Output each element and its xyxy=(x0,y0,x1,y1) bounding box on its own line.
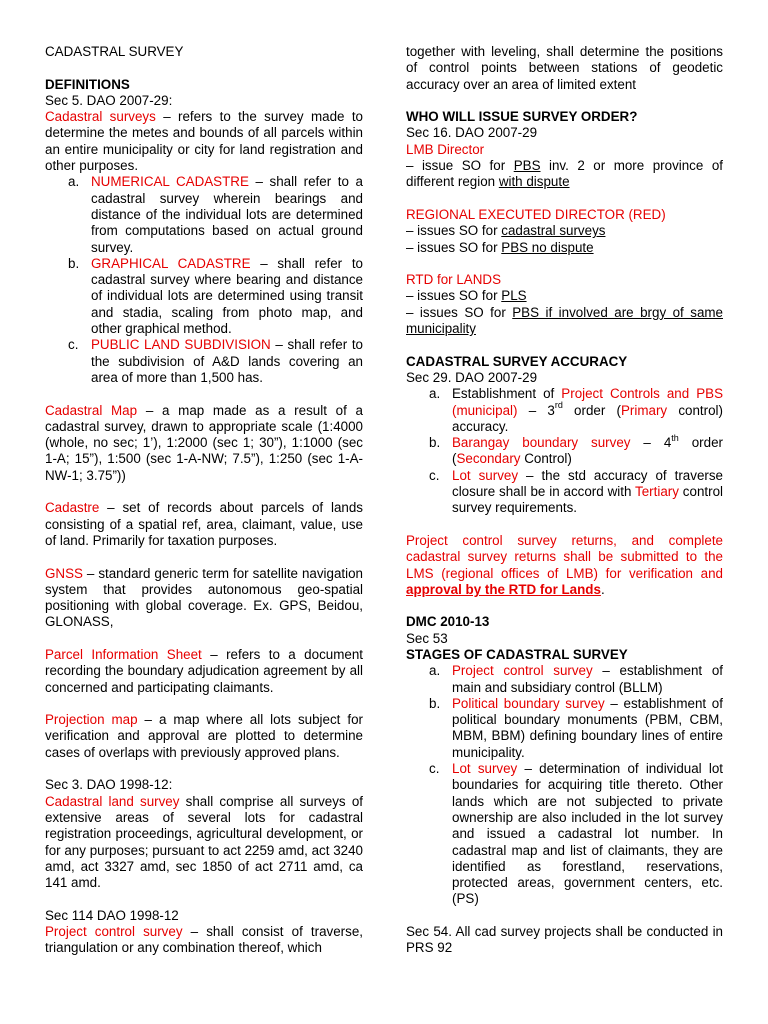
cadastre-def xyxy=(45,500,363,549)
text: – issues SO for xyxy=(406,288,502,304)
lmb-director-title: LMB Director xyxy=(406,141,485,157)
definition-text: – a map where all lots subject for verification and approval are plotted to determine cases of overlaps with previously approved plans. xyxy=(45,712,363,760)
term: GRAPHICAL CADASTRE xyxy=(91,255,251,271)
term: Political boundary survey xyxy=(452,695,605,711)
emphasized-text: approval by the RTD for Lands xyxy=(406,581,601,597)
term: NUMERICAL CADASTRE xyxy=(91,174,249,190)
list-marker: c. xyxy=(429,467,440,483)
definition-text: – shall refer to the subdivision of A&D lands covering an area of more than 1,500 has. xyxy=(91,337,363,385)
cadastral-map-def xyxy=(45,403,363,484)
term: Project control survey xyxy=(452,663,593,679)
ordinal-suffix: th xyxy=(671,432,679,443)
list-marker: b. xyxy=(68,255,80,271)
right-column xyxy=(406,44,723,957)
definition-text: – a map made as a result of a cadastral survey, drawn to appropriate scale (1:4000 (whole, no sec; 1’), 1:2000 (sec 1; 30”), 1:1000 (sec 1-A; 15”), 1:500 (sec 1-A-NW; 7.5”), 1:250 (sec 1-A-NW-1; 3.75”)) xyxy=(45,402,363,483)
text: – 4 xyxy=(630,435,672,451)
red-line-1 xyxy=(406,223,723,239)
term: Lot survey xyxy=(452,761,518,777)
list-item xyxy=(68,255,363,337)
rtd-line-2 xyxy=(406,305,723,338)
list-marker: c. xyxy=(429,761,440,777)
text: – the std accuracy of traverse closure shall be in accord with xyxy=(452,467,723,500)
returns-note xyxy=(406,533,723,598)
list-marker: b. xyxy=(429,435,441,451)
lmb-director-line xyxy=(406,158,723,191)
definitions-sec: Sec 5. DAO 2007-29: xyxy=(45,92,173,108)
rtd-title: RTD for LANDS xyxy=(406,272,501,288)
sec54-text: Sec 54. All cad survey projects shall be conducted in PRS 92 xyxy=(406,924,723,956)
text: order ( xyxy=(562,402,621,418)
list-item xyxy=(429,695,723,761)
term: Project Controls and PBS (municipal) xyxy=(452,386,723,418)
term: Project control survey xyxy=(45,924,183,940)
survey-order-heading: WHO WILL ISSUE SURVEY ORDER? xyxy=(406,109,638,125)
list-item xyxy=(429,761,723,908)
list-marker: a. xyxy=(68,174,80,190)
text: order ( xyxy=(452,435,723,467)
cadastre-types-list xyxy=(45,174,363,386)
term: Cadastral surveys xyxy=(45,109,156,125)
text: – issues SO for xyxy=(406,223,502,239)
stages-list xyxy=(406,663,723,907)
red-line-2 xyxy=(406,240,723,256)
term: Lot survey xyxy=(452,467,519,483)
list-marker: c. xyxy=(68,337,79,353)
underlined-text: cadastral surveys xyxy=(501,223,606,239)
accuracy-list xyxy=(406,386,723,516)
cadastral-land-survey-def xyxy=(45,794,363,892)
sec53-heading: Sec 53 xyxy=(406,630,448,646)
text: control) accuracy. xyxy=(452,402,723,434)
underlined-text: PBS if involved are brgy of same municipality xyxy=(406,304,723,337)
text: Project control survey returns, and complete cadastral survey returns shall be submitted to the LMS (regional offices of LMB) for verification and xyxy=(406,532,723,581)
text: – issues SO for xyxy=(406,239,502,255)
term: Projection map xyxy=(45,712,138,728)
sec16-heading: Sec 16. DAO 2007-29 xyxy=(406,125,538,141)
list-item xyxy=(429,386,723,435)
term: Cadastre xyxy=(45,500,100,516)
list-item xyxy=(429,663,723,696)
definition-text: – refers to the survey made to determine the metes and bounds of all parcels within an entire municipality or city for land registration and other purposes. xyxy=(45,109,363,174)
stages-heading: STAGES OF CADASTRAL SURVEY xyxy=(406,646,628,662)
text: inv. 2 or more province of different region xyxy=(406,158,723,190)
underlined-text: PBS xyxy=(513,158,541,174)
sec29-heading: Sec 29. DAO 2007-29 xyxy=(406,369,538,385)
term: PUBLIC LAND SUBDIVISION xyxy=(91,337,271,353)
continuation-text: together with leveling, shall determine the positions of control points between stations of geodetic accuracy over an area of limited extent xyxy=(406,44,723,92)
list-item xyxy=(429,467,724,517)
definition-text: shall comprise all surveys of extensive areas of several lots for cadastral registration proceedings, agricultural development, or for any purposes; pursuant to act 2259 amd, act 3240 amd, act 3327 amd, sec 1850 of act 2711 amd, ca 141 amd. xyxy=(45,793,363,891)
cadastral-surveys-def xyxy=(45,109,363,174)
projection-map-def xyxy=(45,712,363,761)
red-title: REGIONAL EXECUTED DIRECTOR (RED) xyxy=(406,206,666,222)
definition-text: – shall refer to cadastral survey where bearing and distance of individual lots are determined using transit and stadia, scaling from photo map, and other graphical method. xyxy=(91,255,363,337)
sec114-heading: Sec 114 DAO 1998-12 xyxy=(45,907,179,923)
definition-text: – establishment of political boundary monuments (PBM, CBM, MBM, BBM) defining boundary lines of entire municipality. xyxy=(452,695,723,760)
underlined-text: PLS xyxy=(501,288,527,304)
definition-text: – shall consist of traverse, triangulation or any combination thereof, which xyxy=(45,924,363,956)
text: . xyxy=(600,581,605,597)
term: GNSS xyxy=(45,565,83,581)
list-marker: a. xyxy=(429,386,441,402)
definition-text: – shall refer to a cadastral survey wherein bearings and distance of the individual lots are determined from computations based on actual ground survey. xyxy=(91,174,363,255)
gnss-def xyxy=(45,566,363,631)
left-column xyxy=(45,44,363,957)
term: Parcel Information Sheet xyxy=(45,646,202,662)
text: – issues SO for xyxy=(406,304,513,320)
sec3-heading: Sec 3. DAO 1998-12: xyxy=(45,777,173,793)
term: Barangay boundary survey xyxy=(452,435,631,451)
definitions-heading: DEFINITIONS xyxy=(45,76,130,92)
definition-text: – standard generic term for satellite navigation system that provides autonomous geo-spatial positioning with global coverage. Ex. GPS, Beidou, GLONASS, xyxy=(45,565,363,630)
list-marker: a. xyxy=(429,663,441,679)
parcel-info-def xyxy=(45,647,363,696)
term: Cadastral land survey xyxy=(45,793,180,809)
dmc-heading: DMC 2010-13 xyxy=(406,614,490,630)
term: Tertiary xyxy=(635,484,679,500)
page-title: CADASTRAL SURVEY xyxy=(45,44,184,59)
list-item xyxy=(429,432,723,468)
definition-text: – refers to a document recording the boundary adjudication agreement by all concerned and participating claimants. xyxy=(45,646,363,695)
text: control survey requirements. xyxy=(452,484,724,516)
definition-text: – establishment of main and subsidiary control (BLLM) xyxy=(452,663,723,695)
text: – 3 xyxy=(517,402,555,418)
text: Control) xyxy=(520,451,572,467)
text: – issue SO for xyxy=(406,158,514,174)
underlined-text: with dispute xyxy=(498,174,570,190)
list-marker: b. xyxy=(429,695,441,711)
list-item xyxy=(68,174,363,255)
project-control-def xyxy=(45,924,363,957)
underlined-text: PBS no dispute xyxy=(501,239,594,255)
definition-text: – set of records about parcels of lands consisting of a spatial ref, area, claimant, value, use of land. Primarily for taxation purposes. xyxy=(45,500,363,548)
text: Establishment of xyxy=(452,386,562,402)
list-item xyxy=(68,337,363,386)
term: Cadastral Map xyxy=(45,402,138,418)
definition-text: – determination of individual lot boundaries for acquiring title thereto. Other lands which are not subjected to private ownership are also included in the lot survey and issued a cadastral lot number. In cadastral map and list of claimants, they are identified as forestland, reservations, protected areas, government centers, etc. (PS) xyxy=(452,761,723,907)
rtd-line-1 xyxy=(406,288,723,304)
term: Primary xyxy=(621,402,668,418)
accuracy-heading: CADASTRAL SURVEY ACCURACY xyxy=(406,353,628,369)
ordinal-suffix: rd xyxy=(554,400,563,411)
term: Secondary xyxy=(456,451,521,467)
